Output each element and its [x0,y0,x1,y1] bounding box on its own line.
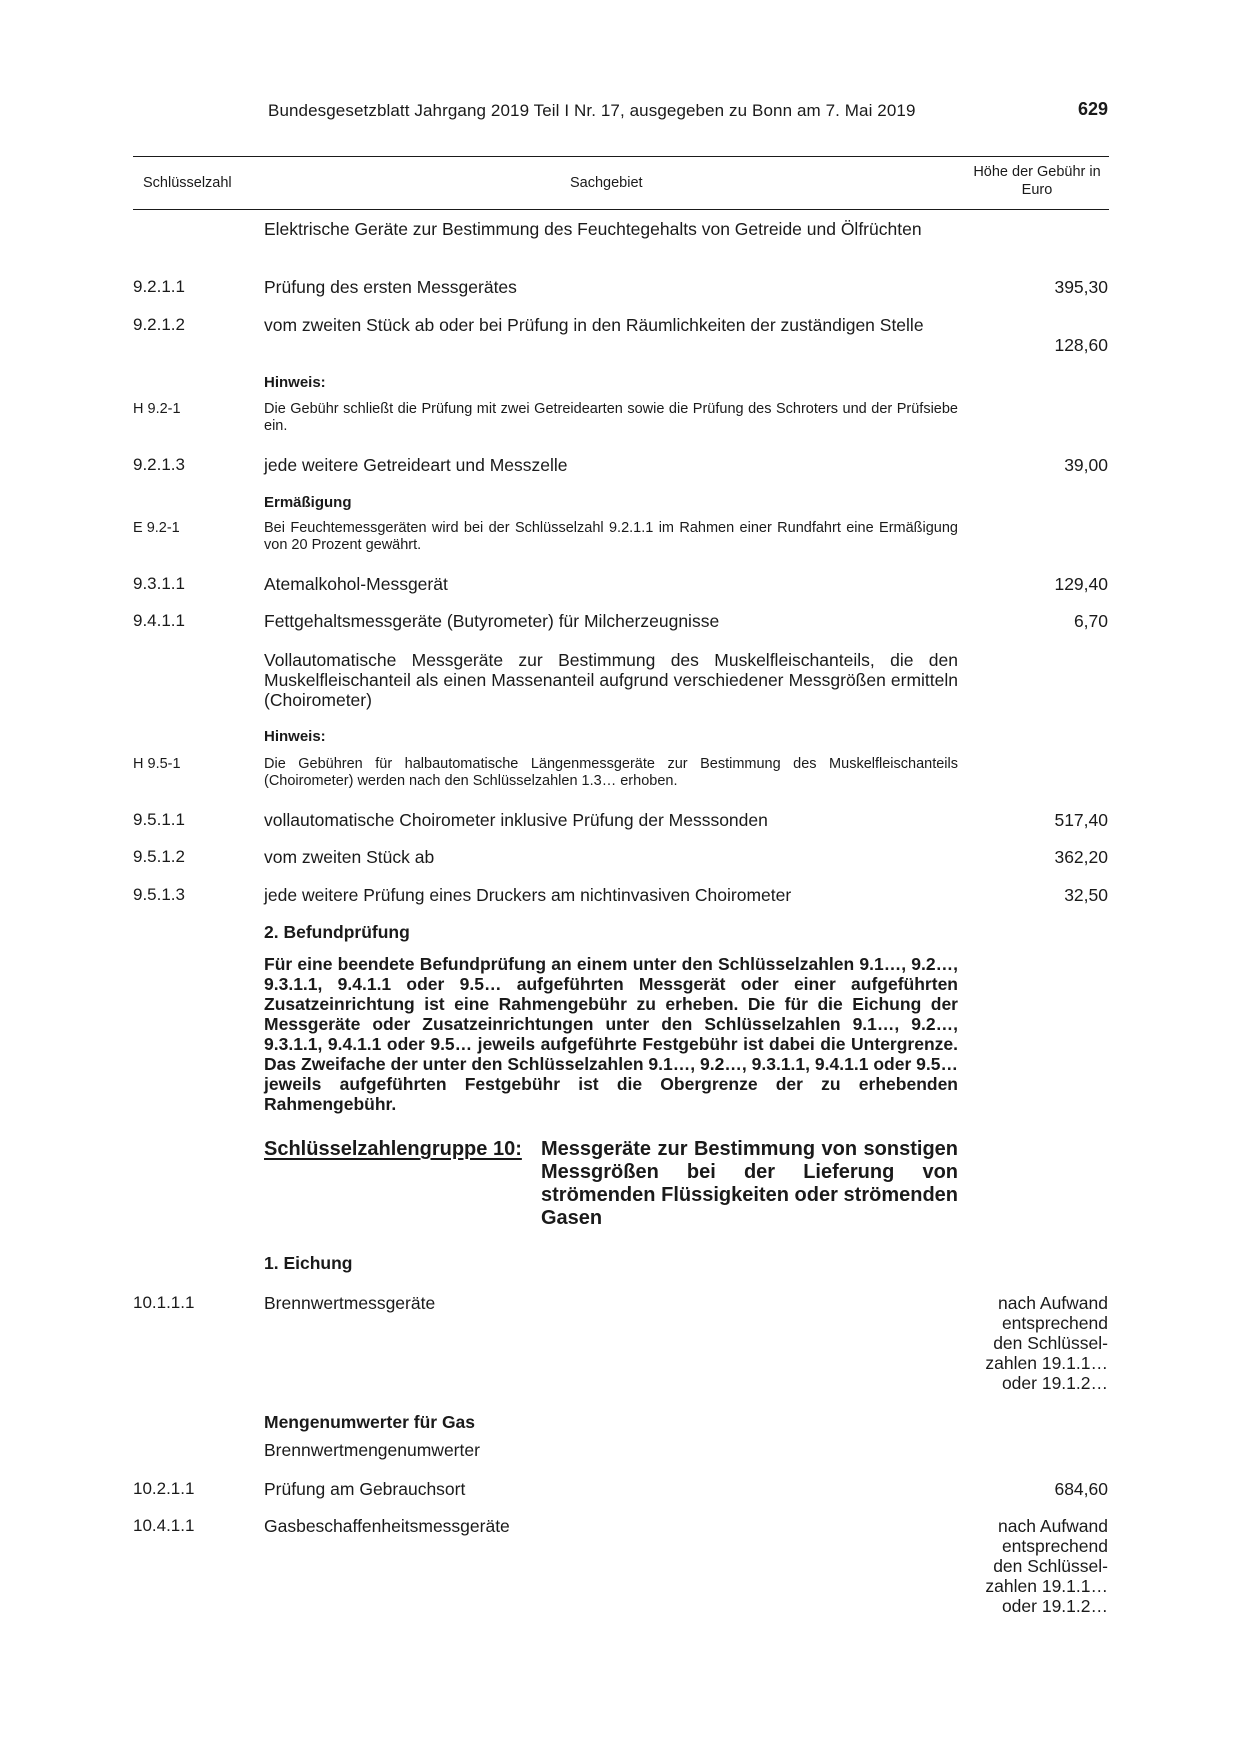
fee-line: den Schlüssel- [993,1333,1108,1353]
table-row-code: 10.1.1.1 [133,1293,195,1312]
section-heading: Mengenumwerter für Gas [264,1412,476,1432]
note-text: Die Gebühr schließt die Prüfung mit zwei Getreidearten sowie die Prüfung des Schroters und der Prüfsiebe ein. [264,401,958,434]
running-head: Bundesgesetzblatt Jahrgang 2019 Teil I Nr. 17, ausgegeben zu Bonn am 7. Mai 2019 [268,101,916,120]
table-row-text: Brennwertmessgeräte [264,1293,436,1313]
bold-paragraph: Für eine beendete Befundprüfung an einem unter den Schlüsselzahlen 9.1…, 9.2…, 9.3.1.1, 9.4.1.1 oder 9.5… aufgeführten Messgerät oder einer aufgeführten Zusatzeinrichtung ist eine Rahmengebühr zu erheben. Die für die Eichung der Messgeräte oder Zusatzeinrichtungen unter den Schlüsselzahlen 9.1…, 9.2…, 9.3.1.1, 9.4.1.1 oder 9.5… jeweils aufgeführte Festgebühr ist dabei die Untergrenze. Das Zweifache der unter den Schlüsselzahlen 9.1…, 9.2…, 9.3.1.1, 9.4.1.1 oder 9.5… jeweils aufgeführten Festgebühr ist die Obergrenze der zu erhebenden Rahmengebühr. [264,954,958,1114]
table-row-text: Gasbeschaffenheitsmessgeräte [264,1516,510,1536]
column-header-code: Schlüsselzahl [143,175,232,191]
reduction-label: Ermäßigung [264,494,352,511]
table-row-code: 9.5.1.2 [133,847,185,866]
fee-line: nach Aufwand [998,1516,1108,1536]
table-row-code: 10.2.1.1 [133,1479,195,1498]
table-row-fee: 6,70 [1073,611,1108,631]
note-label: Hinweis: [264,374,326,391]
table-row-fee: 517,40 [1054,810,1108,830]
column-header-fee: Höhe der Gebühr in Euro [973,164,1101,198]
table-row-text: vollautomatische Choirometer inklusive Prüfung der Messsonden [264,810,768,830]
column-header-subject: Sachgebiet [570,175,643,191]
table-row-text: Fettgehaltsmessgeräte (Butyrometer) für Milcherzeugnisse [264,611,720,631]
subsection-heading: 2. Befundprüfung [264,922,410,942]
fee-line: den Schlüssel- [993,1556,1108,1576]
table-row-code: 9.5.1.3 [133,885,185,904]
table-row-code: 9.2.1.3 [133,455,185,474]
group-title: Messgeräte zur Bestimmung von sonstigen Messgrößen bei der Lieferung von strömenden Flüssigkeiten oder strömenden Gasen [541,1138,958,1229]
table-row-text: vom zweiten Stück ab oder bei Prüfung in den Räumlichkeiten der zuständigen Stelle [264,315,924,335]
table-row-code: E 9.2-1 [133,520,180,536]
table-row-text: jede weitere Getreideart und Messzelle [264,455,568,475]
table-row-text: vom zweiten Stück ab [264,847,435,867]
table-row-fee: 684,60 [1054,1479,1108,1499]
fee-line: zahlen 19.1.1… [985,1576,1108,1596]
section-heading: Vollautomatische Messgeräte zur Bestimmung des Muskelfleischanteils, die den Muskelfleischanteil als einen Massenanteil aufgrund verschiedener Messgrößen ermitteln (Choirometer) [264,650,958,710]
fee-line: zahlen 19.1.1… [985,1353,1108,1373]
table-row-fee [985,1516,1108,1616]
group-number: Schlüsselzahlengruppe 10: [264,1138,522,1160]
table-row-fee: 362,20 [1054,847,1108,867]
fee-line: entsprechend [1001,1313,1108,1333]
table-row-code: 9.2.1.1 [133,277,185,296]
table-row-code: H 9.2-1 [133,401,181,417]
note-label: Hinweis: [264,728,326,745]
note-text: Die Gebühren für halbautomatische Längenmessgeräte zur Bestimmung des Muskelfleischanteils (Choirometer) werden nach den Schlüsselzahlen 1.3… erhoben. [264,756,958,789]
table-row-code: 9.5.1.1 [133,810,185,829]
table-row-text: Prüfung am Gebrauchsort [264,1479,466,1499]
subsection-heading: 1. Eichung [264,1253,353,1273]
table-row-fee: 39,00 [1064,455,1108,475]
table-row-fee [985,1293,1108,1393]
fee-line: nach Aufwand [998,1293,1108,1313]
table-row-code: 10.4.1.1 [133,1516,195,1535]
page-number: 629 [1077,99,1108,119]
table-row-fee: 128,60 [1054,335,1108,355]
table-top-rule [133,156,1109,157]
table-row-code: 9.4.1.1 [133,611,185,630]
section-subheading: Brennwertmengenumwerter [264,1440,480,1460]
table-row-fee: 395,30 [1054,277,1108,297]
table-row-fee: 32,50 [1064,885,1108,905]
table-row-text: Prüfung des ersten Messgerätes [264,277,517,297]
reduction-text: Bei Feuchtemessgeräten wird bei der Schlüsselzahl 9.2.1.1 im Rahmen einer Rundfahrt eine Ermäßigung von 20 Prozent gewährt. [264,520,958,553]
table-row-code: H 9.5-1 [133,756,181,772]
table-header-rule [133,209,1109,210]
section-heading: Elektrische Geräte zur Bestimmung des Feuchtegehalts von Getreide und Ölfrüchten [264,219,922,239]
fee-line: entsprechend [1001,1536,1108,1556]
table-row-code: 9.3.1.1 [133,574,185,593]
table-row-text: Atemalkohol-Messgerät [264,574,448,594]
fee-line: oder 19.1.2… [1001,1596,1108,1616]
fee-line: oder 19.1.2… [1001,1373,1108,1393]
table-row-fee: 129,40 [1054,574,1108,594]
table-row-text: jede weitere Prüfung eines Druckers am nichtinvasiven Choirometer [264,885,792,905]
table-row-code: 9.2.1.2 [133,315,185,334]
